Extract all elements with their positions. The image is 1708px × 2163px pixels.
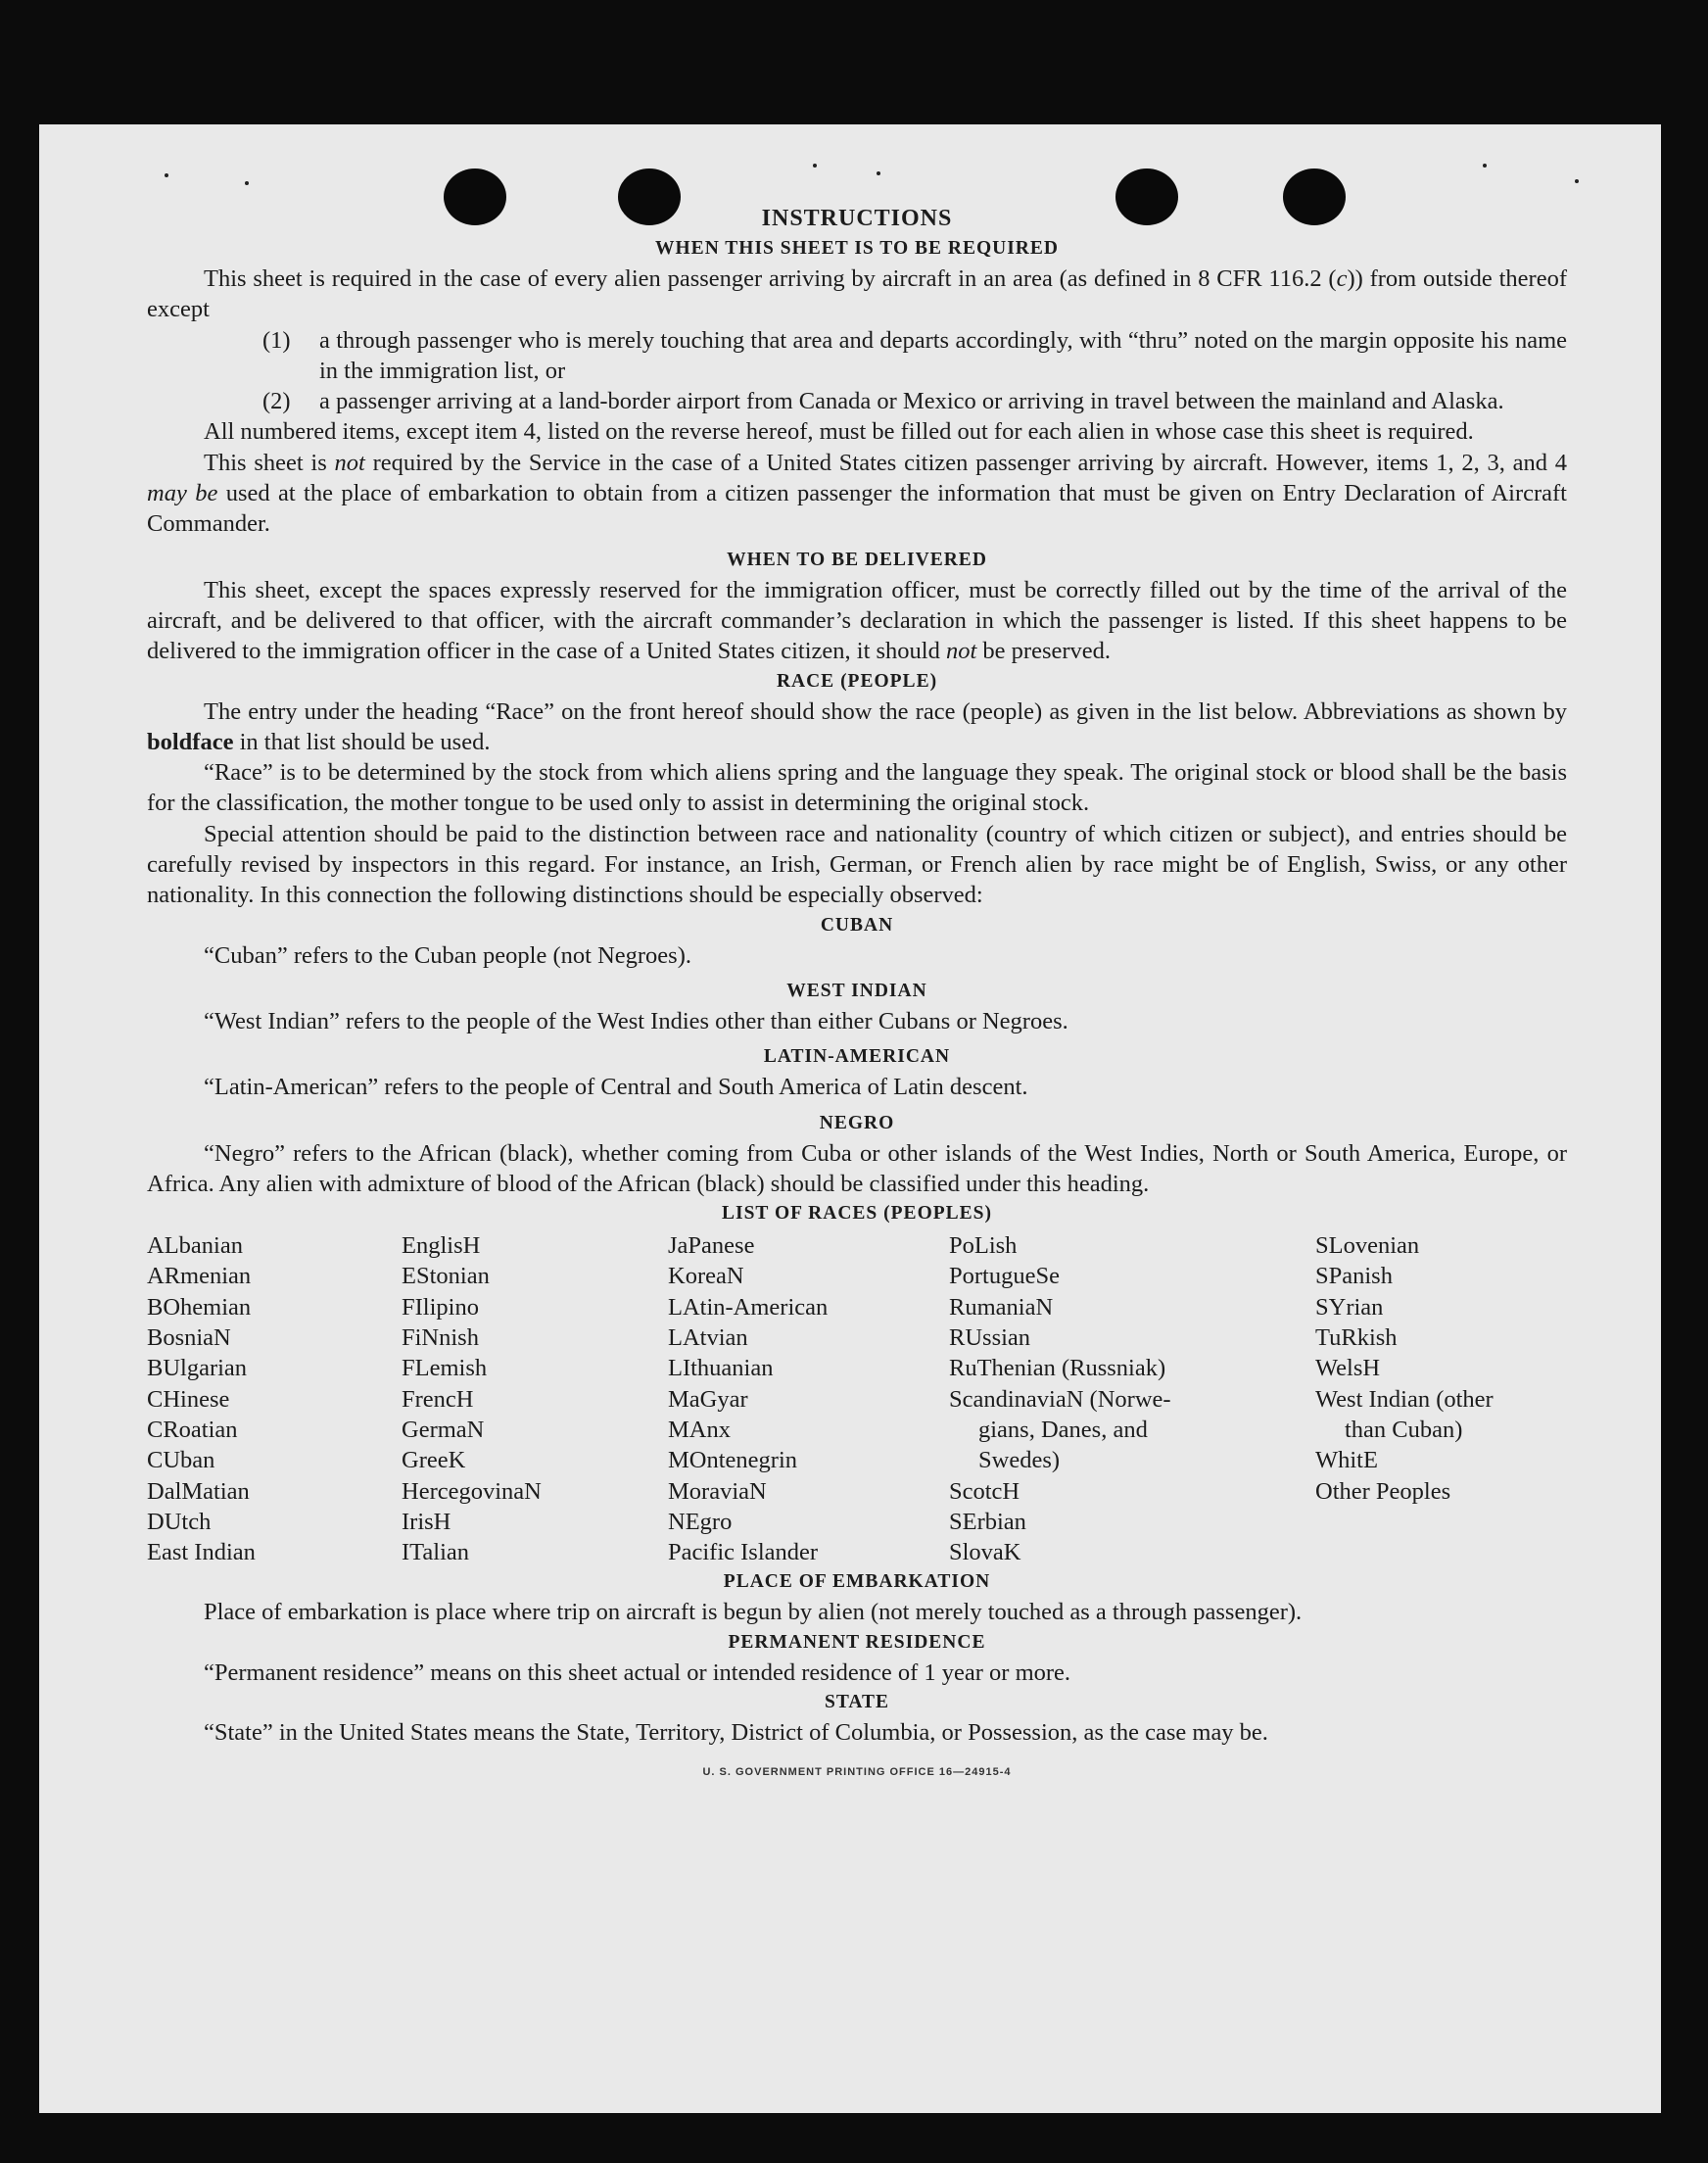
heading-state: STATE — [824, 1691, 890, 1712]
race-item: FiNnish — [402, 1324, 479, 1352]
heading-race: RACE (PEOPLE) — [776, 670, 938, 692]
heading-cuban: CUBAN — [820, 914, 894, 936]
delivered-text: This sheet, except the spaces expressly reserved for the immigration officer, must be correctly filled out by the time of the arrival of the aircraft, and be delivered to that officer, with the aircraft commander’s declaration in which the passenger is listed. If this sheet happens to be delivered to the immigration officer in the case of a United States citizen, it should not be preserved. — [147, 576, 1567, 665]
race-item: BOhemian — [147, 1293, 252, 1321]
race-item: WelsH — [1315, 1355, 1381, 1382]
heading-when-delivered: WHEN TO BE DELIVERED — [727, 549, 987, 570]
speck — [245, 181, 249, 185]
race-item: LIthuanian — [668, 1355, 774, 1382]
race-item: EStonian — [402, 1263, 490, 1290]
race-item: ARmenian — [147, 1263, 252, 1290]
race-item: CHinese — [147, 1385, 230, 1413]
race-item: MOntenegrin — [668, 1447, 797, 1474]
race-column-4 — [949, 1230, 1315, 1567]
race-item: MaGyar — [668, 1385, 748, 1413]
heading-list-of-races: LIST OF RACES (PEOPLES) — [721, 1203, 992, 1225]
page-title: INSTRUCTIONS — [761, 206, 953, 231]
race-item: RuThenian (Russniak) — [949, 1355, 1166, 1382]
race-item: FLemish — [402, 1355, 488, 1382]
race-item: MAnx — [668, 1416, 731, 1443]
speck — [1575, 179, 1579, 183]
cuban-text: “Cuban” refers to the Cuban people (not Negroes). — [204, 941, 691, 969]
heading-west-indian: WEST INDIAN — [786, 980, 927, 1001]
heading-negro: NEGRO — [819, 1112, 895, 1133]
latin-american-text: “Latin-American” refers to the people of Central and South America of Latin descent. — [204, 1074, 1028, 1101]
race-item: SErbian — [949, 1508, 1026, 1535]
race-item: DalMatian — [147, 1477, 250, 1505]
race-item: CUban — [147, 1447, 215, 1474]
race-item: ALbanian — [147, 1232, 243, 1260]
race-column-2 — [402, 1230, 668, 1567]
speck — [813, 164, 817, 168]
required-intro: This sheet is required in the case of every alien passenger arriving by aircraft in an area (as defined in 8 CFR 116.2 (c)) from outside thereof except — [147, 265, 1567, 323]
race-item: East Indian — [147, 1539, 256, 1566]
race-item: HercegovinaN — [402, 1477, 542, 1505]
race-item: KoreaN — [668, 1263, 744, 1290]
race-item: PortugueSe — [949, 1263, 1060, 1290]
race-item-continued: than Cuban) — [1345, 1416, 1463, 1443]
race-item: BosniaN — [147, 1324, 231, 1352]
race-item: GreeK — [402, 1447, 466, 1474]
heading-latin-american: LATIN-AMERICAN — [763, 1046, 951, 1068]
race-item: Pacific Islander — [668, 1539, 819, 1566]
race-item: West Indian (other — [1315, 1385, 1494, 1413]
instructions-content — [147, 203, 1567, 1789]
speck — [877, 171, 880, 175]
race-column-3 — [668, 1230, 949, 1567]
race-item: ScandinaviaN (Norwe- — [949, 1385, 1171, 1413]
document-sheet — [39, 124, 1661, 2113]
race-item: JaPanese — [668, 1232, 755, 1260]
race-item: FIlipino — [402, 1293, 479, 1321]
race-item: SLovenian — [1315, 1232, 1420, 1260]
race-item: SPanish — [1315, 1263, 1393, 1290]
race-item: CRoatian — [147, 1416, 238, 1443]
race-column-5 — [1315, 1230, 1567, 1567]
race-item: WhitE — [1315, 1447, 1378, 1474]
required-para-2: All numbered items, except item 4, listed on the reverse hereof, must be filled out for each alien in whose case this sheet is required. — [204, 418, 1474, 446]
printer-imprint: U. S. GOVERNMENT PRINTING OFFICE 16—24915-4 — [702, 1766, 1012, 1779]
race-column-1 — [147, 1230, 402, 1567]
race-item: LAtin-American — [668, 1293, 829, 1321]
race-para-1: The entry under the heading “Race” on the front hereof should show the race (people) as given in the list below. Abbreviations as shown by boldface in that list should be used. — [147, 697, 1567, 755]
race-item: RumaniaN — [949, 1293, 1054, 1321]
exception-item-1: (1) a through passenger who is merely touching that area and departs accordingly, with “thru” noted on the margin opposite his name in the immigration list, or — [262, 326, 1567, 384]
required-para-3: This sheet is not required by the Service in the case of a United States citizen passenger arriving by aircraft. However, items 1, 2, 3, and 4 may be used at the place of embarkation to obtain from a citizen passenger the information that must be given on Entry Declaration of Aircraft Commander. — [147, 449, 1567, 538]
race-item: NEgro — [668, 1508, 733, 1535]
race-item: MoraviaN — [668, 1477, 767, 1505]
race-item: ScotcH — [949, 1477, 1020, 1505]
race-para-2: “Race” is to be determined by the stock from which aliens spring and the language they speak. The original stock or blood shall be the basis for the classification, the mother tongue to be used only to assist in determining the original stock. — [147, 759, 1567, 817]
race-item: GermaN — [402, 1416, 485, 1443]
race-item: ITalian — [402, 1539, 470, 1566]
race-item: EnglisH — [402, 1232, 481, 1260]
race-item-continued: Swedes) — [978, 1447, 1061, 1474]
heading-place-of-embarkation: PLACE OF EMBARKATION — [723, 1571, 991, 1593]
negro-text: “Negro” refers to the African (black), whether coming from Cuba or other islands of the West Indies, North or South America, Europe, or Africa. Any alien with admixture of blood of the African (black) should be classified under this heading. — [147, 1139, 1567, 1197]
race-item: Other Peoples — [1315, 1477, 1451, 1505]
race-item: FrencH — [402, 1385, 474, 1413]
west-indian-text: “West Indian” refers to the people of the West Indies other than either Cubans or Negroes. — [204, 1007, 1068, 1034]
embarkation-text: Place of embarkation is place where trip on aircraft is begun by alien (not merely touched as a through passenger). — [204, 1599, 1303, 1626]
exception-item-2: (2) a passenger arriving at a land-border airport from Canada or Mexico or arriving in travel between the mainland and Alaska. — [262, 388, 1504, 415]
race-item: PoLish — [949, 1232, 1018, 1260]
speck — [165, 173, 168, 177]
race-list — [147, 1230, 1567, 1567]
race-item: DUtch — [147, 1508, 212, 1535]
race-item: SlovaK — [949, 1539, 1021, 1566]
race-item: BUlgarian — [147, 1355, 248, 1382]
race-item-continued: gians, Danes, and — [978, 1416, 1148, 1443]
residence-text: “Permanent residence” means on this sheet actual or intended residence of 1 year or more. — [204, 1658, 1071, 1686]
race-item: LAtvian — [668, 1324, 748, 1352]
race-item: SYrian — [1315, 1293, 1384, 1321]
heading-when-required: WHEN THIS SHEET IS TO BE REQUIRED — [655, 238, 1059, 259]
state-text: “State” in the United States means the State, Territory, District of Columbia, or Possession, as the case may be. — [204, 1718, 1268, 1746]
race-item: IrisH — [402, 1508, 451, 1535]
speck — [1483, 164, 1487, 168]
race-para-3: Special attention should be paid to the distinction between race and nationality (country of which citizen or subject), and entries should be carefully revised by inspectors in this regard. For instance, an Irish, German, or French alien by race might be of English, Swiss, or any other nationality. In this connection the following distinctions should be especially observed: — [147, 820, 1567, 909]
race-item: RUssian — [949, 1324, 1031, 1352]
heading-permanent-residence: PERMANENT RESIDENCE — [728, 1631, 986, 1653]
race-item: TuRkish — [1315, 1324, 1398, 1352]
